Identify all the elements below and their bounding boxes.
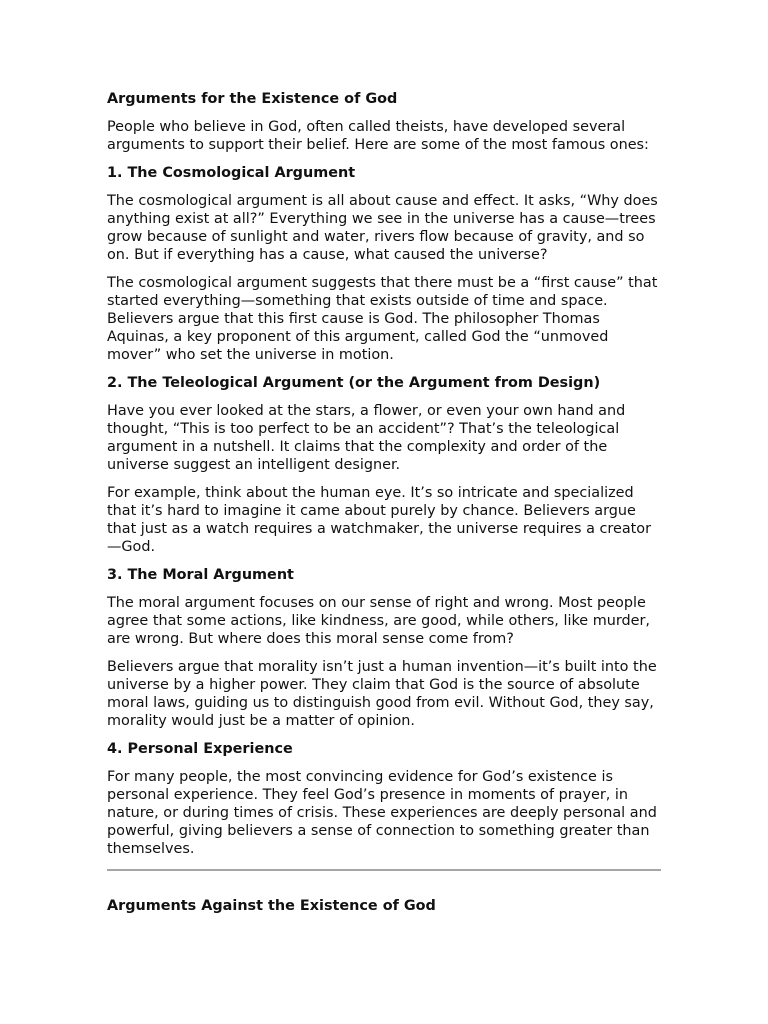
- document-title: Arguments for the Existence of God: [107, 91, 398, 107]
- next-section-heading: Arguments Against the Existence of God: [107, 898, 436, 914]
- section-heading-cosmological: 1. The Cosmological Argument: [107, 165, 356, 181]
- paragraph: The cosmological argument suggests that there must be a “first cause” that started everything—something that exists outside of time and space. Believers argue that this first cause is God. The philosopher Thomas Aquinas, a key proponent of this argument, called God the “unmoved mover” who set the universe in motion.: [107, 275, 658, 363]
- paragraph: For many people, the most convincing evidence for God’s existence is personal experience. They feel God’s presence in moments of prayer, in nature, or during times of crisis. These experiences are deeply personal and powerful, giving believers a sense of connection to something greater than themselves.: [107, 769, 657, 857]
- paragraph: For example, think about the human eye. It’s so intricate and specialized that it’s hard to imagine it came about purely by chance. Believers argue that just as a watch requires a watchmaker, the universe requires a creator—God.: [107, 485, 652, 555]
- paragraph: The cosmological argument is all about cause and effect. It asks, “Why does anything exist at all?” Everything we see in the universe has a cause—trees grow because of sunlight and water, rivers flow because of gravity, and so on. But if everything has a cause, what caused the universe?: [107, 193, 658, 263]
- section-heading-personal-experience: 4. Personal Experience: [107, 741, 293, 757]
- paragraph: Have you ever looked at the stars, a flower, or even your own hand and thought, “This is too perfect to be an accident”? That’s the teleological argument in a nutshell. It claims that the complexity and order of the universe suggest an intelligent designer.: [107, 403, 626, 473]
- paragraph: Believers argue that morality isn’t just a human invention—it’s built into the universe by a higher power. They claim that God is the source of absolute moral laws, guiding us to distinguish good from evil. Without God, they say, morality would just be a matter of opinion.: [107, 659, 657, 729]
- section-heading-teleological: 2. The Teleological Argument (or the Argument from Design): [107, 375, 601, 391]
- document-page: [107, 90, 663, 915]
- horizontal-rule: [107, 869, 661, 871]
- section-heading-moral: 3. The Moral Argument: [107, 567, 294, 583]
- paragraph: The moral argument focuses on our sense of right and wrong. Most people agree that some actions, like kindness, are good, while others, like murder, are wrong. But where does this moral sense come from?: [107, 595, 650, 647]
- intro-paragraph: People who believe in God, often called theists, have developed several arguments to support their belief. Here are some of the most famous ones:: [107, 119, 649, 153]
